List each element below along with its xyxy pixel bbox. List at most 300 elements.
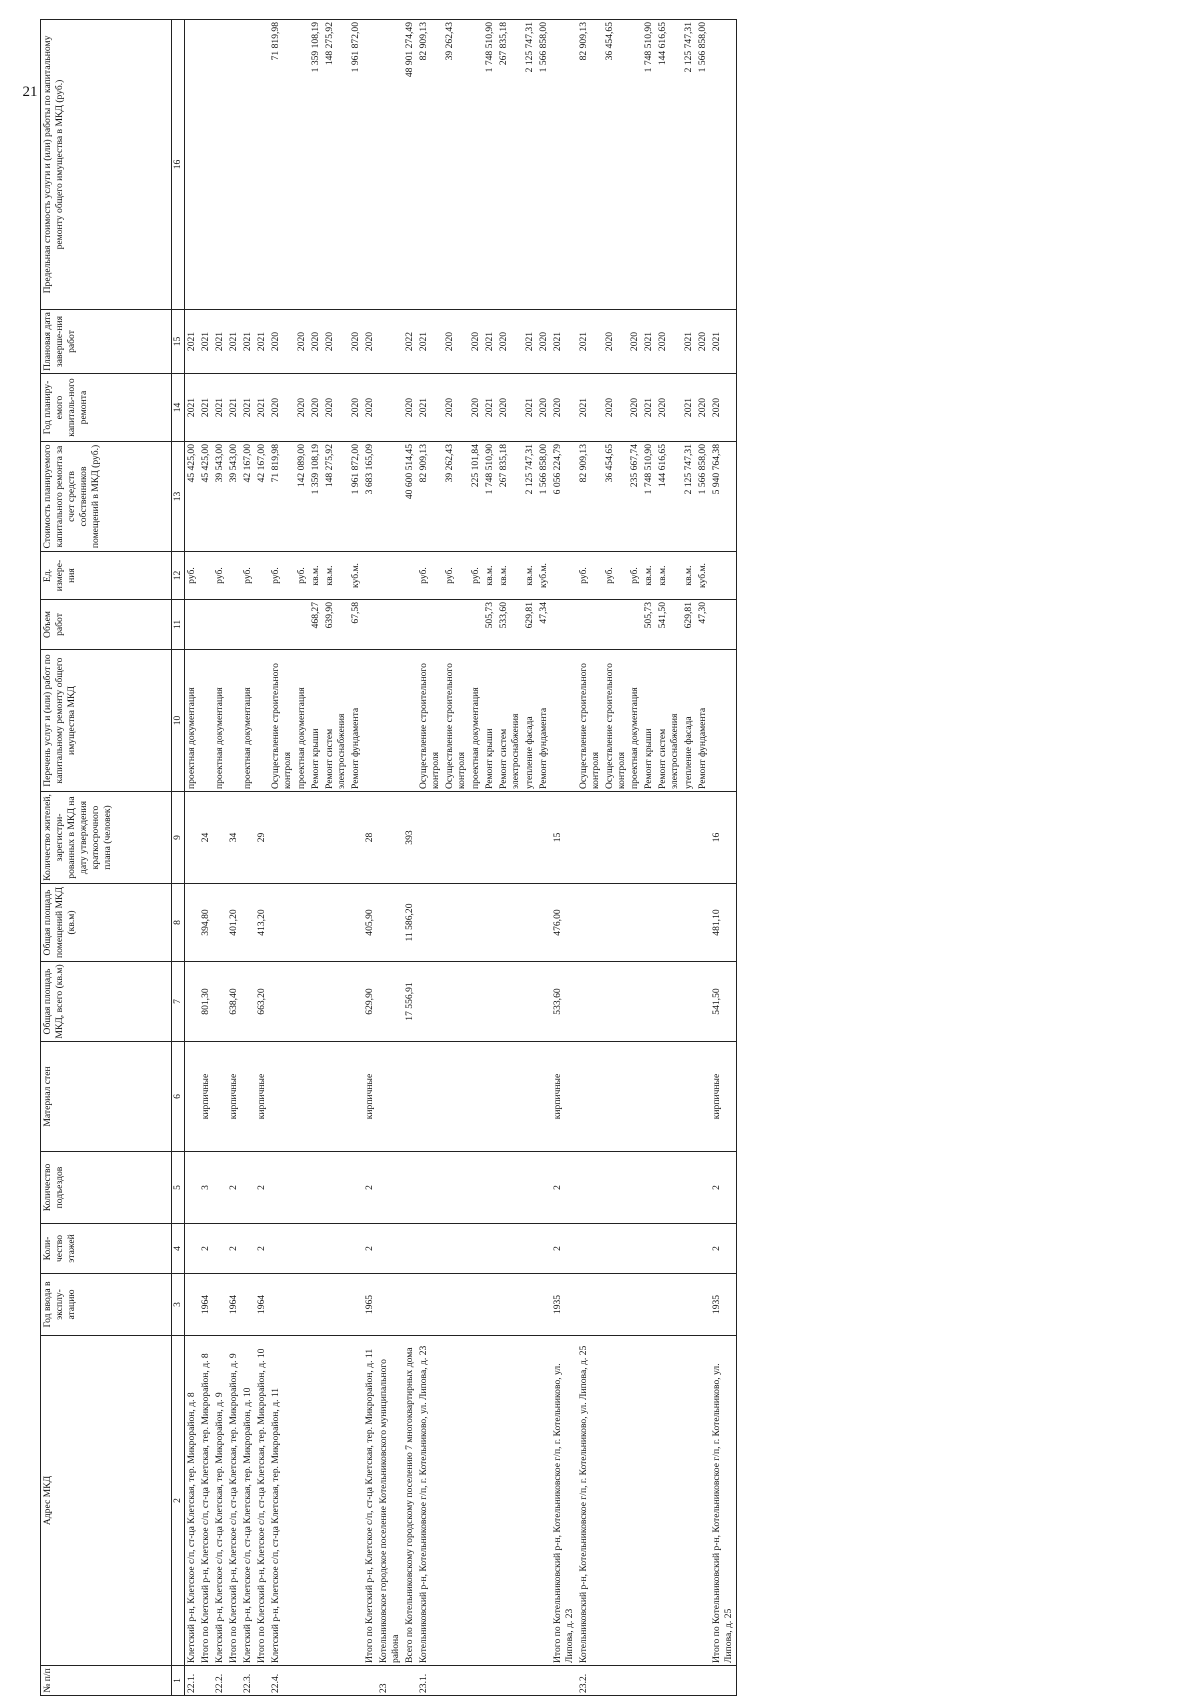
table-cell (295, 1224, 309, 1274)
table-cell (309, 962, 323, 1042)
column-header: Общая площадь МКД, всего (кв.м) (41, 962, 172, 1042)
column-header: Стоимость планируемого капитального ремонта за счет средств собственников помещений в МКД (руб.) (41, 442, 172, 552)
table-cell (483, 962, 497, 1042)
table-cell (577, 884, 603, 962)
column-number: 15 (172, 310, 185, 374)
table-cell (403, 1274, 417, 1336)
table-cell (603, 884, 629, 962)
table-cell (255, 1666, 269, 1696)
column-number: 9 (172, 792, 185, 884)
table-cell: 1 961 872,00 (349, 442, 363, 552)
table-cell: Итого по Клетский р-н, Клетское с/п, ст-ца Клетская, тер. Микрорайон, д. 11 (363, 1336, 377, 1666)
table-cell: 2020 (628, 310, 642, 374)
table-cell: 148 275,92 (323, 442, 349, 552)
table-cell: 2 (255, 1152, 269, 1224)
table-cell: 2020 (469, 374, 483, 442)
table-cell (199, 20, 213, 310)
table-cell (642, 792, 656, 884)
table-cell: 638,40 (227, 962, 241, 1042)
table-cell: 2021 (255, 310, 269, 374)
table-cell (199, 552, 213, 600)
table-cell: Осуществление строительного контроля (603, 650, 629, 792)
table-cell: 2021 (483, 310, 497, 374)
table-cell: 468,27 (309, 600, 323, 650)
table-cell (469, 1274, 483, 1336)
table-cell: проектная документация (185, 650, 199, 792)
table-cell (295, 884, 309, 962)
table-cell: 142 089,00 (295, 442, 309, 552)
table-cell (213, 884, 227, 962)
table-cell (241, 20, 255, 310)
table-cell: руб. (295, 552, 309, 600)
table-cell (656, 884, 682, 962)
table-cell: Всего по Котельниковскому городскому поселению 7 многоквартирных дома (403, 1336, 417, 1666)
table-cell (696, 1042, 710, 1152)
table-cell: 2021 (682, 374, 696, 442)
table-cell (603, 792, 629, 884)
table-cell: 2 125 747,31 (523, 20, 537, 310)
table-cell: 5 940 764,38 (710, 442, 736, 552)
table-cell: 23 (377, 1666, 403, 1696)
table-cell (628, 1666, 642, 1696)
table-cell: руб. (269, 552, 295, 600)
table-cell (603, 962, 629, 1042)
table-cell: 629,81 (523, 600, 537, 650)
table-cell: Котельниковское городское поселение Котельниковского муниципального района (377, 1336, 403, 1666)
table-cell (483, 1274, 497, 1336)
table-cell: 2 (710, 1224, 736, 1274)
table-cell (255, 20, 269, 310)
table-cell: куб.м. (349, 552, 363, 600)
table-cell (656, 1152, 682, 1224)
table-cell (483, 1042, 497, 1152)
table-cell (483, 792, 497, 884)
table-cell (227, 1666, 241, 1696)
table-cell: утепление фасада (523, 650, 537, 792)
table-cell (537, 1152, 551, 1224)
table-cell: Клетский р-н, Клетское с/п, ст-ца Клетская, тер. Микрорайон, д. 10 (241, 1336, 255, 1666)
table-cell (577, 1152, 603, 1224)
table-cell: 2020 (696, 374, 710, 442)
table-row (323, 20, 349, 1696)
table-cell: Итого по Клетский р-н, Клетское с/п, ст-ца Клетская, тер. Микрорайон, д. 10 (255, 1336, 269, 1666)
table-cell (443, 884, 469, 962)
table-cell (656, 1666, 682, 1696)
table-cell (403, 600, 417, 650)
table-cell (642, 884, 656, 962)
table-cell: 2020 (603, 310, 629, 374)
table-cell: 801,30 (199, 962, 213, 1042)
table-cell: 2020 (628, 374, 642, 442)
table-cell (469, 962, 483, 1042)
table-cell (269, 962, 295, 1042)
table-cell: 2021 (227, 374, 241, 442)
table-cell: 1 566 858,00 (696, 442, 710, 552)
table-cell (323, 1666, 349, 1696)
table-cell: Ремонт фундамента (696, 650, 710, 792)
table-cell (349, 884, 363, 962)
table-cell (603, 1666, 629, 1696)
table-cell (642, 1152, 656, 1224)
table-cell: руб. (417, 552, 443, 600)
table-cell: 2020 (403, 374, 417, 442)
table-cell (377, 1224, 403, 1274)
table-cell: Осуществление строительного контроля (269, 650, 295, 792)
table-cell: 39 543,00 (213, 442, 227, 552)
table-cell (642, 1666, 656, 1696)
table-cell (377, 442, 403, 552)
table-cell (696, 1152, 710, 1224)
table-cell (469, 600, 483, 650)
table-cell (377, 600, 403, 650)
table-cell: Котельниковский р-н, Котельниковское г/п, г. Котельниково, ул. Липова, д. 25 (577, 1336, 603, 1666)
table-row (213, 20, 227, 1696)
table-row (349, 20, 363, 1696)
table-cell (551, 600, 577, 650)
table-cell: Ремонт крыши (483, 650, 497, 792)
table-cell (497, 1152, 523, 1224)
table-cell (213, 962, 227, 1042)
table-cell (255, 552, 269, 600)
table-cell (309, 1274, 323, 1336)
table-cell: Ремонт крыши (642, 650, 656, 792)
table-cell: 23.2. (577, 1666, 603, 1696)
table-cell: 36 454,65 (603, 20, 629, 310)
table-cell (628, 1274, 642, 1336)
table-cell (309, 792, 323, 884)
table-cell (696, 792, 710, 884)
table-cell (682, 1274, 696, 1336)
column-number: 7 (172, 962, 185, 1042)
column-number: 8 (172, 884, 185, 962)
table-cell (696, 1224, 710, 1274)
table-cell (497, 1042, 523, 1152)
table-cell: кв.м. (523, 552, 537, 600)
table-cell (213, 792, 227, 884)
column-number: 2 (172, 1336, 185, 1666)
table-cell (628, 1336, 642, 1666)
table-cell: руб. (577, 552, 603, 600)
table-cell: проектная документация (628, 650, 642, 792)
table-cell: 47,30 (696, 600, 710, 650)
table-cell (603, 1152, 629, 1224)
table-cell: 2020 (656, 374, 682, 442)
table-cell: 148 275,92 (323, 20, 349, 310)
table-cell: 1935 (551, 1274, 577, 1336)
table-cell (349, 1152, 363, 1224)
table-cell: руб. (628, 552, 642, 600)
table-cell (523, 1152, 537, 1224)
table-cell (309, 1336, 323, 1666)
table-cell (213, 1042, 227, 1152)
table-cell: 2021 (213, 374, 227, 442)
table-cell (603, 1224, 629, 1274)
table-cell: 2020 (497, 374, 523, 442)
table-cell (417, 1274, 443, 1336)
table-cell: 2020 (309, 310, 323, 374)
table-cell (497, 792, 523, 884)
table-cell (443, 792, 469, 884)
table-cell (227, 552, 241, 600)
table-cell (241, 1274, 255, 1336)
table-cell (603, 1274, 629, 1336)
table-cell: 22.4. (269, 1666, 295, 1696)
table-cell (537, 962, 551, 1042)
table-cell (363, 20, 377, 310)
table-cell (523, 792, 537, 884)
table-cell: 2020 (269, 374, 295, 442)
table-row (577, 20, 603, 1696)
table-row (469, 20, 483, 1696)
table-cell: 1 566 858,00 (537, 442, 551, 552)
table-cell (551, 1666, 577, 1696)
table-cell: 1 359 108,19 (309, 20, 323, 310)
table-cell: 45 425,00 (199, 442, 213, 552)
table-cell: кирпичные (199, 1042, 213, 1152)
table-cell (537, 1336, 551, 1666)
table-cell: проектная документация (469, 650, 483, 792)
table-cell: 3 (199, 1152, 213, 1224)
table-cell (682, 884, 696, 962)
table-row (417, 20, 443, 1696)
table-cell (295, 1274, 309, 1336)
column-header: Год ввода в эксплу-атацию (41, 1274, 172, 1336)
table-cell (213, 600, 227, 650)
table-cell (403, 1666, 417, 1696)
table-cell (443, 1274, 469, 1336)
table-cell: 629,81 (682, 600, 696, 650)
table-cell (255, 650, 269, 792)
table-cell (349, 962, 363, 1042)
column-header: № п/п (41, 1666, 172, 1696)
table-cell: утепление фасада (682, 650, 696, 792)
table-cell (523, 1042, 537, 1152)
table-cell: 39 543,00 (227, 442, 241, 552)
table-cell: 28 (363, 792, 377, 884)
table-cell (185, 20, 199, 310)
table-cell (295, 962, 309, 1042)
table-cell: 2022 (403, 310, 417, 374)
table-cell (469, 884, 483, 962)
table-cell (577, 600, 603, 650)
capital-repair-table (40, 19, 737, 1696)
table-cell (537, 792, 551, 884)
table-cell (656, 962, 682, 1042)
table-cell: 23.1. (417, 1666, 443, 1696)
table-cell: Клетский р-н, Клетское с/п, ст-ца Клетская, тер. Микрорайон, д. 9 (213, 1336, 227, 1666)
table-cell: 2021 (417, 310, 443, 374)
table-cell (269, 1042, 295, 1152)
table-cell (377, 1274, 403, 1336)
table-cell: Ремонт систем электроснабжения (323, 650, 349, 792)
table-cell (443, 1666, 469, 1696)
table-cell: 144 616,65 (656, 442, 682, 552)
table-cell (443, 1152, 469, 1224)
table-cell: 144 616,65 (656, 20, 682, 310)
table-row (603, 20, 629, 1696)
table-body (185, 20, 737, 1696)
table-cell (656, 1042, 682, 1152)
table-cell (628, 962, 642, 1042)
table-cell: Ремонт фундамента (349, 650, 363, 792)
table-cell: 2020 (349, 374, 363, 442)
column-number: 13 (172, 442, 185, 552)
table-cell: 40 600 514,45 (403, 442, 417, 552)
table-cell: 405,90 (363, 884, 377, 962)
table-cell: Осуществление строительного контроля (577, 650, 603, 792)
table-cell: 1965 (363, 1274, 377, 1336)
table-cell (642, 962, 656, 1042)
header-row (41, 20, 172, 1696)
table-cell (199, 600, 213, 650)
table-cell (469, 1042, 483, 1152)
table-cell (523, 1666, 537, 1696)
table-cell (682, 1224, 696, 1274)
table-cell (710, 552, 736, 600)
table-cell: 541,50 (710, 962, 736, 1042)
table-cell: 267 835,18 (497, 20, 523, 310)
table-cell (656, 1274, 682, 1336)
table-cell: 2 (227, 1224, 241, 1274)
table-cell (241, 884, 255, 962)
table-cell (682, 1336, 696, 1666)
table-cell: 2 (199, 1224, 213, 1274)
table-cell: 2021 (417, 374, 443, 442)
table-cell (682, 792, 696, 884)
table-cell: кирпичные (255, 1042, 269, 1152)
table-cell: 2021 (577, 310, 603, 374)
table-cell: 42 167,00 (255, 442, 269, 552)
table-cell: 663,20 (255, 962, 269, 1042)
table-cell: 2020 (309, 374, 323, 442)
table-cell: 2020 (537, 310, 551, 374)
table-cell (309, 1224, 323, 1274)
table-cell: 1 748 510,90 (642, 20, 656, 310)
table-cell: Итого по Котельниковский р-н, Котельниковское г/п, г. Котельниково, ул. Липова, д. 25 (710, 1336, 736, 1666)
table-cell (377, 884, 403, 962)
table-cell: Осуществление строительного контроля (443, 650, 469, 792)
table-cell: 1 961 872,00 (349, 20, 363, 310)
table-cell (417, 600, 443, 650)
column-number-row (172, 20, 185, 1696)
column-header: Количество подъездов (41, 1152, 172, 1224)
table-cell (241, 1152, 255, 1224)
table-cell (603, 1336, 629, 1666)
table-cell: 3 683 165,09 (363, 442, 377, 552)
table-cell: 48 901 274,49 (403, 20, 417, 310)
column-number: 1 (172, 1666, 185, 1696)
table-cell (417, 884, 443, 962)
table-cell: 22.1. (185, 1666, 199, 1696)
table-row (241, 20, 255, 1696)
table-cell (227, 600, 241, 650)
table-row (682, 20, 696, 1696)
table-cell: руб. (603, 552, 629, 600)
table-cell (349, 1666, 363, 1696)
table-row (295, 20, 309, 1696)
table-cell: 2 (255, 1224, 269, 1274)
table-cell (469, 1224, 483, 1274)
table-cell: 2021 (185, 374, 199, 442)
table-cell: 2021 (483, 374, 497, 442)
table-cell: 2021 (682, 310, 696, 374)
column-header: Адрес МКД (41, 1336, 172, 1666)
table-cell (377, 1152, 403, 1224)
table-cell: 39 262,43 (443, 20, 469, 310)
table-cell (537, 884, 551, 962)
table-cell (577, 792, 603, 884)
table-cell (295, 20, 309, 310)
table-cell (483, 1224, 497, 1274)
table-cell (269, 884, 295, 962)
table-cell: 2 (227, 1152, 241, 1224)
table-cell (551, 552, 577, 600)
table-cell (537, 1666, 551, 1696)
column-number: 16 (172, 20, 185, 310)
table-cell: кв.м. (309, 552, 323, 600)
table-cell (628, 792, 642, 884)
table-cell (403, 1224, 417, 1274)
table-cell (269, 600, 295, 650)
table-cell (269, 792, 295, 884)
table-cell (497, 1224, 523, 1274)
table-cell (363, 1666, 377, 1696)
table-cell (523, 1336, 537, 1666)
table-cell: 2020 (656, 310, 682, 374)
table-cell: 2021 (241, 374, 255, 442)
table-cell: 2020 (295, 310, 309, 374)
table-cell: 481,10 (710, 884, 736, 962)
table-cell (417, 1152, 443, 1224)
table-cell (497, 962, 523, 1042)
table-cell (241, 1042, 255, 1152)
table-cell: 2021 (199, 310, 213, 374)
table-cell: 2021 (523, 310, 537, 374)
table-cell: 2020 (696, 310, 710, 374)
table-cell: 2 (551, 1224, 577, 1274)
table-cell: 2020 (363, 374, 377, 442)
table-cell (309, 1666, 323, 1696)
table-cell (710, 1666, 736, 1696)
column-number: 5 (172, 1152, 185, 1224)
table-cell: 2020 (551, 374, 577, 442)
table-cell: кирпичные (363, 1042, 377, 1152)
table-cell: 22.2. (213, 1666, 227, 1696)
table-cell (323, 884, 349, 962)
table-cell: 42 167,00 (241, 442, 255, 552)
table-cell (642, 1336, 656, 1666)
table-cell: 267 835,18 (497, 442, 523, 552)
table-cell (349, 1336, 363, 1666)
table-cell: проектная документация (295, 650, 309, 792)
table-cell (377, 650, 403, 792)
table-cell (403, 1042, 417, 1152)
table-cell: 47,34 (537, 600, 551, 650)
table-cell (443, 1336, 469, 1666)
table-cell: 34 (227, 792, 241, 884)
table-cell (469, 1336, 483, 1666)
table-cell: 2 125 747,31 (682, 442, 696, 552)
table-cell (227, 20, 241, 310)
table-cell (377, 20, 403, 310)
table-cell (682, 962, 696, 1042)
table-cell (628, 1152, 642, 1224)
table-cell: 1964 (255, 1274, 269, 1336)
table-cell (363, 552, 377, 600)
table-cell: 2020 (363, 310, 377, 374)
table-cell: кирпичные (710, 1042, 736, 1152)
table-cell (469, 1666, 483, 1696)
